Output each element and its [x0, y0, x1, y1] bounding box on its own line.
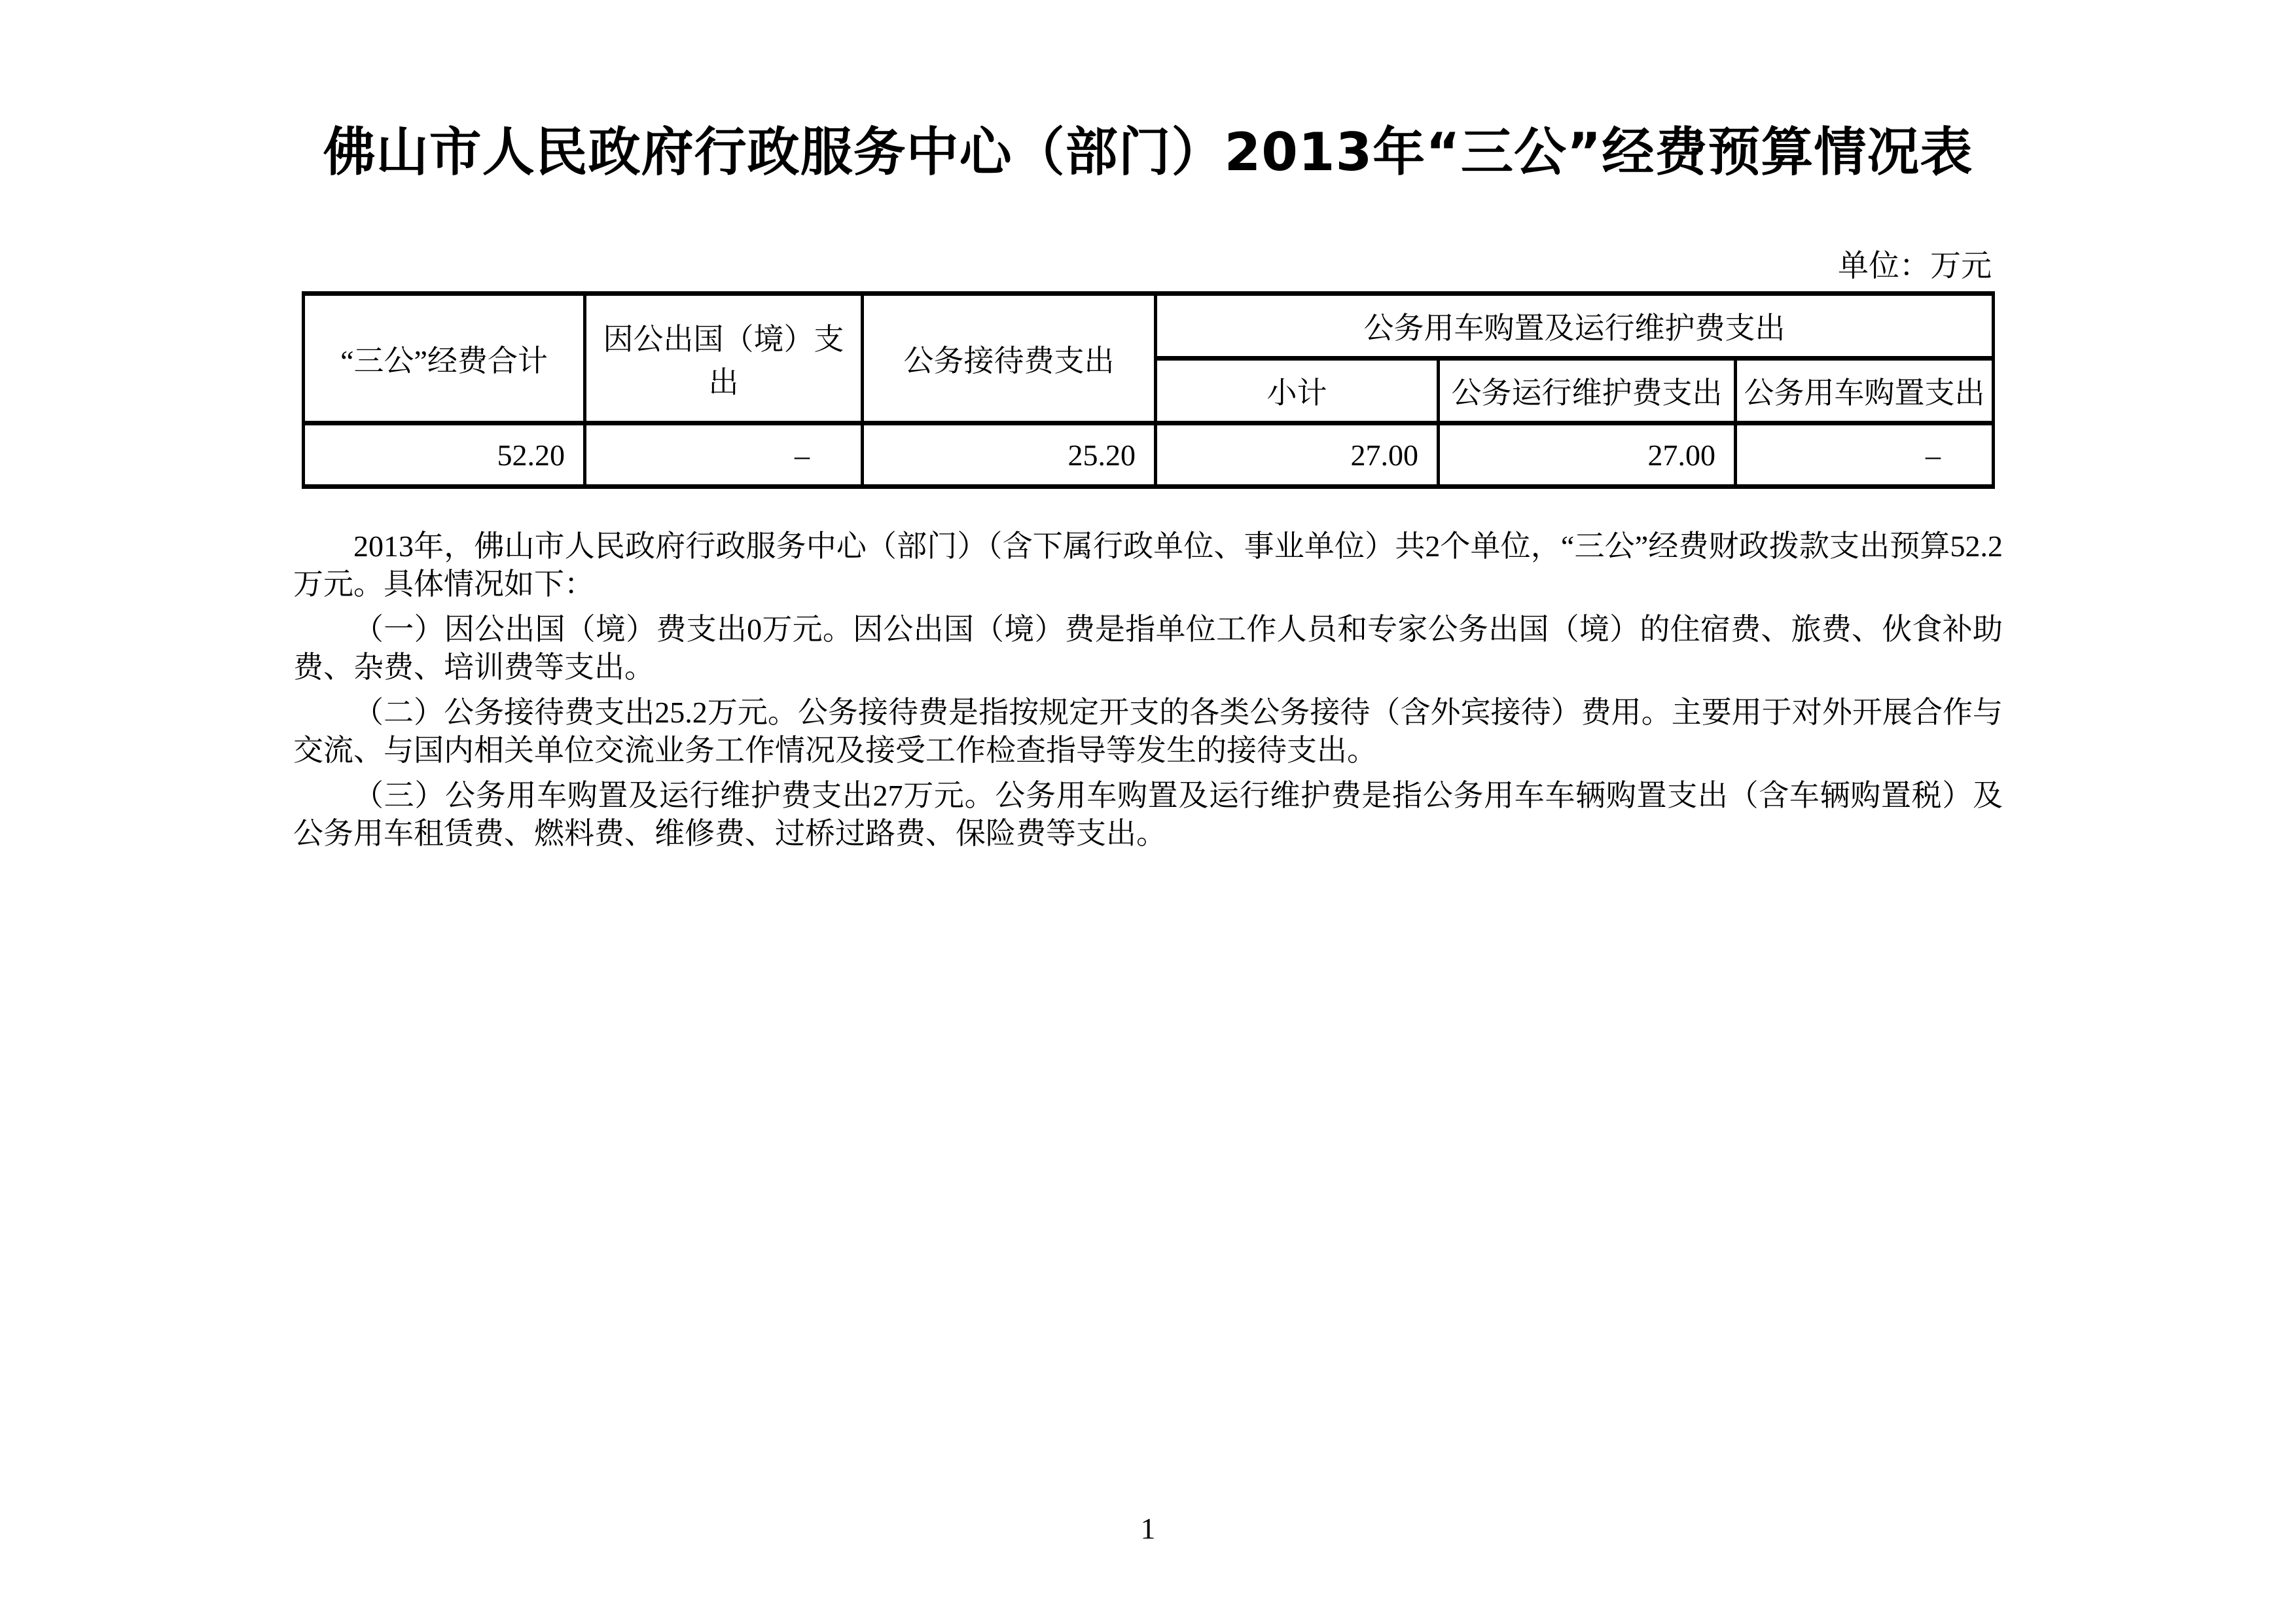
header-vehicle-maintain: 公务运行维护费支出	[1439, 359, 1736, 423]
table-data-row	[304, 423, 1994, 487]
cell-total: 52.20	[304, 423, 585, 487]
header-abroad: 因公出国（境）支出	[585, 294, 863, 423]
budget-table	[302, 291, 1995, 489]
header-vehicle-purchase: 公务用车购置支出	[1736, 359, 1994, 423]
header-total: “三公”经费合计	[304, 294, 585, 423]
cell-vehicle-subtotal: 27.00	[1156, 423, 1439, 487]
note-paragraph-abroad: （一）因公出国（境）费支出0万元。因公出国（境）费是指单位工作人员和专家公务出国（境）的住宿费、旅费、伙食补助费、杂费、培训费等支出。	[293, 613, 2003, 684]
note-paragraph-vehicle: （三）公务用车购置及运行维护费支出27万元。公务用车购置及运行维护费是指公务用车车辆购置支出（含车辆购置税）及公务用车租赁费、燃料费、维修费、过桥过路费、保险费等支出。	[293, 779, 2003, 850]
note-paragraph-reception: （二）公务接待费支出25.2万元。公务接待费是指按规定开支的各类公务接待（含外宾接待）费用。主要用于对外开展合作与交流、与国内相关单位交流业务工作情况及接受工作检查指导等发生的接待支出。	[293, 696, 2003, 767]
header-vehicle-group: 公务用车购置及运行维护费支出	[1156, 294, 1994, 359]
cell-vehicle-purchase: –	[1736, 423, 1994, 487]
header-reception: 公务接待费支出	[863, 294, 1156, 423]
note-paragraph-intro: 2013年，佛山市人民政府行政服务中心（部门）（含下属行政单位、事业单位）共2个单位，“三公”经费财政拨款支出预算52.2万元。具体情况如下：	[293, 529, 2003, 601]
page-number: 1	[1140, 1512, 1156, 1545]
cell-vehicle-maintain: 27.00	[1439, 423, 1736, 487]
unit-label: 单位：万元	[1838, 249, 1992, 283]
table-header-row-1	[304, 294, 1994, 359]
document-title: 佛山市人民政府行政服务中心（部门）2013年“三公”经费预算情况表	[323, 122, 1973, 183]
cell-abroad: –	[585, 423, 863, 487]
cell-reception: 25.20	[863, 423, 1156, 487]
notes-section	[293, 527, 2003, 860]
header-vehicle-subtotal: 小计	[1156, 359, 1439, 423]
